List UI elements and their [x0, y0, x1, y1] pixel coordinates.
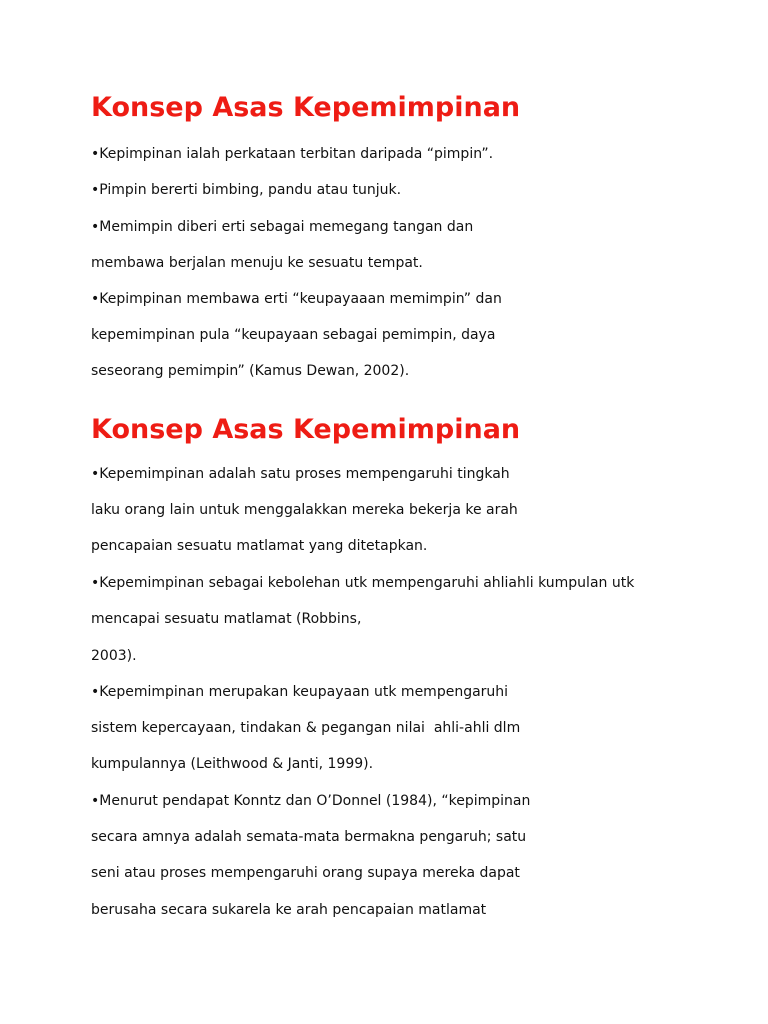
section-2-line: •Menurut pendapat Konntz dan O’Donnel (1984), “kepimpinan — [91, 793, 531, 809]
section-2-line: sistem kepercayaan, tindakan & pegangan nilai ahli-ahli dlm — [91, 720, 521, 736]
section-1-line: kepemimpinan pula “keupayaan sebagai pemimpin, daya — [91, 327, 496, 343]
section-2-line: laku orang lain untuk menggalakkan mereka bekerja ke arah — [91, 502, 518, 518]
section-2-heading: Konsep Asas Kepemimpinan — [91, 414, 521, 445]
section-1-line: seseorang pemimpin” (Kamus Dewan, 2002). — [91, 363, 410, 379]
section-2-line: seni atau proses mempengaruhi orang supaya mereka dapat — [91, 865, 520, 881]
section-2-line: •Kepemimpinan sebagai kebolehan utk mempengaruhi ahliahli kumpulan utk — [91, 575, 635, 591]
section-2-line: berusaha secara sukarela ke arah pencapaian matlamat — [91, 902, 487, 918]
section-2-line: pencapaian sesuatu matlamat yang ditetapkan. — [91, 538, 428, 554]
section-2-line: 2003). — [91, 648, 137, 664]
section-2-line: kumpulannya (Leithwood & Janti, 1999). — [91, 756, 374, 772]
section-1-heading: Konsep Asas Kepemimpinan — [91, 92, 521, 123]
section-2-line: secara amnya adalah semata-mata bermakna pengaruh; satu — [91, 829, 527, 845]
section-1-line: •Kepimpinan membawa erti “keupayaaan memimpin” dan — [91, 291, 502, 307]
section-2-line: •Kepemimpinan adalah satu proses mempengaruhi tingkah — [91, 466, 510, 482]
section-1-line: membawa berjalan menuju ke sesuatu tempat. — [91, 255, 423, 271]
section-1-line: •Pimpin bererti bimbing, pandu atau tunjuk. — [91, 182, 402, 198]
section-1-line: •Memimpin diberi erti sebagai memegang tangan dan — [91, 219, 474, 235]
section-1-line: •Kepimpinan ialah perkataan terbitan daripada “pimpin”. — [91, 146, 494, 162]
section-2-line: mencapai sesuatu matlamat (Robbins, — [91, 611, 362, 627]
section-2-line: •Kepemimpinan merupakan keupayaan utk mempengaruhi — [91, 684, 509, 700]
